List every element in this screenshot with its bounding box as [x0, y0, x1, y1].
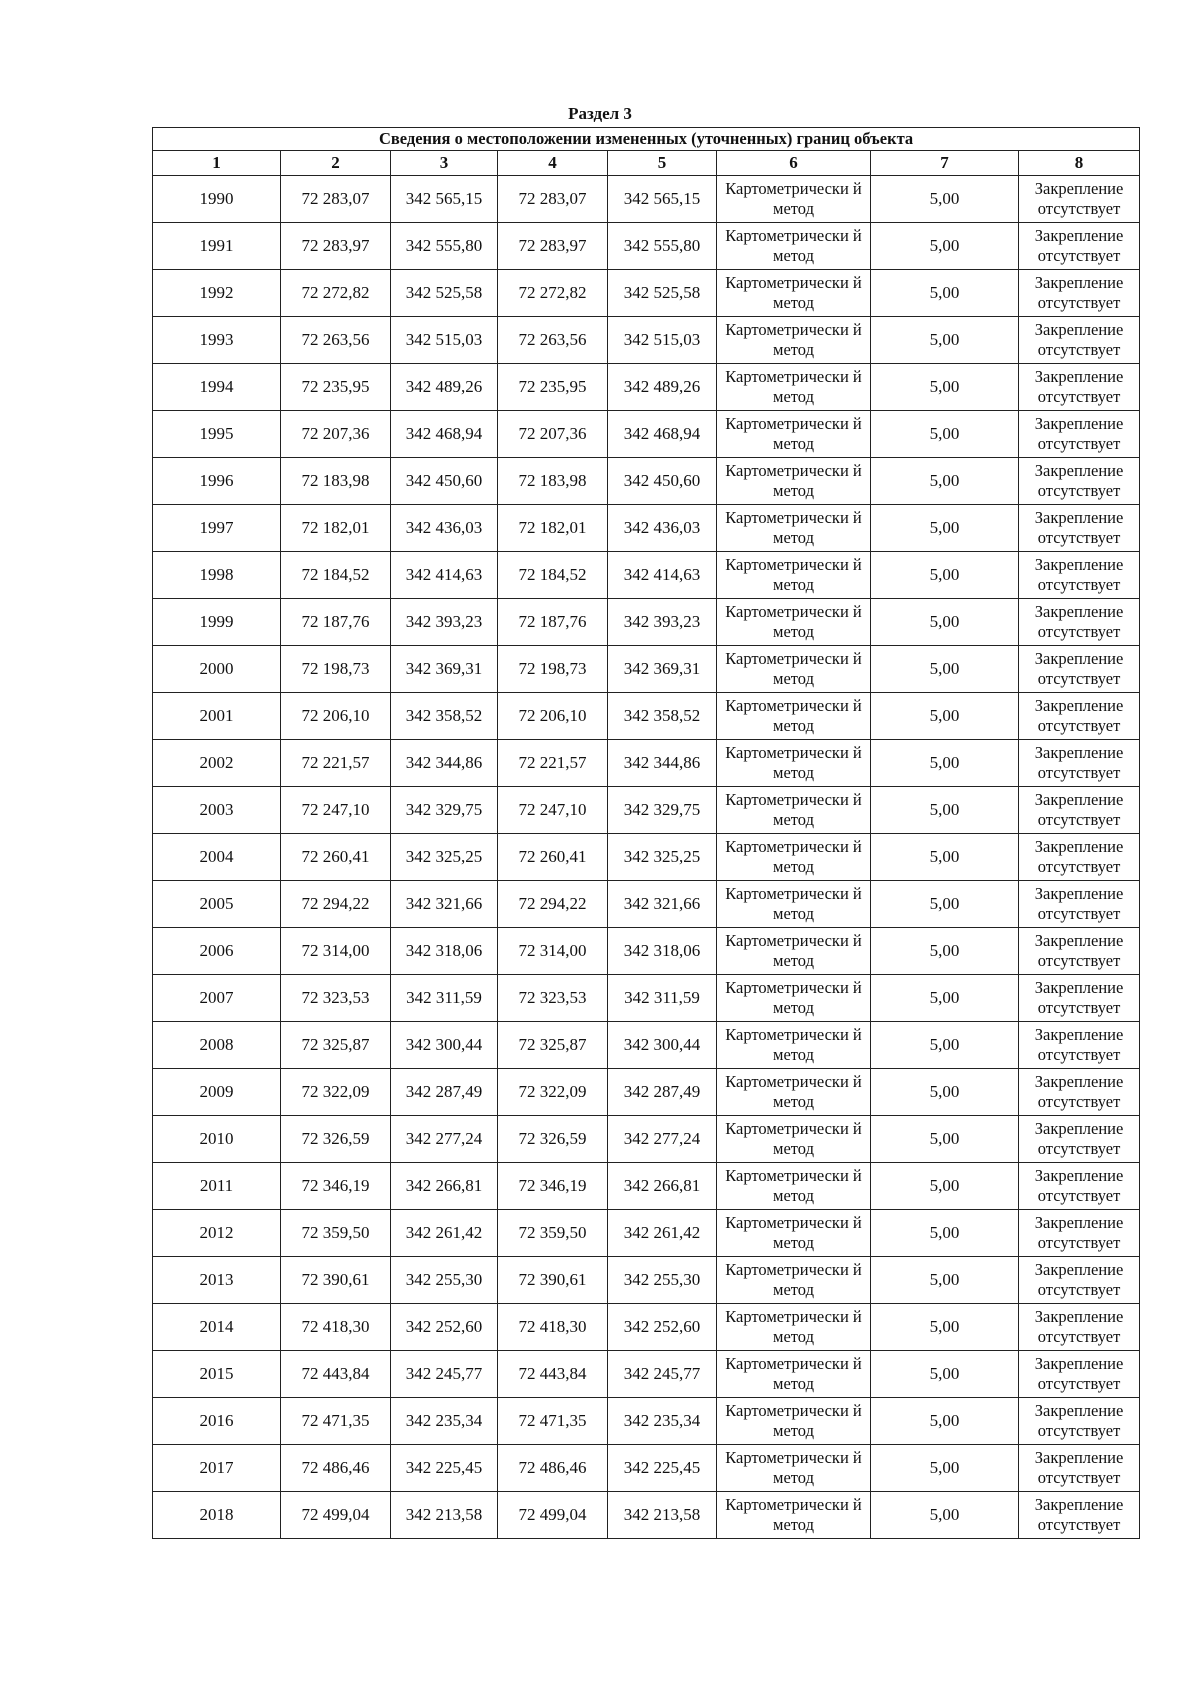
fixing-description-cell: Закрепление отсутствует — [1019, 693, 1140, 740]
y-new-coordinate-cell: 342 329,75 — [608, 787, 717, 834]
method-cell: Картометрически й метод — [717, 1398, 871, 1445]
x-coordinate-cell: 72 294,22 — [281, 881, 391, 928]
accuracy-cell: 5,00 — [871, 881, 1019, 928]
point-number-cell: 2008 — [153, 1022, 281, 1069]
x-coordinate-cell: 72 346,19 — [281, 1163, 391, 1210]
accuracy-cell: 5,00 — [871, 270, 1019, 317]
method-cell: Картометрически й метод — [717, 1304, 871, 1351]
accuracy-cell: 5,00 — [871, 1257, 1019, 1304]
fixing-description-cell: Закрепление отсутствует — [1019, 317, 1140, 364]
x-new-coordinate-cell: 72 263,56 — [498, 317, 608, 364]
point-number-cell: 2004 — [153, 834, 281, 881]
y-new-coordinate-cell: 342 565,15 — [608, 176, 717, 223]
table-row — [153, 1210, 1140, 1257]
accuracy-cell: 5,00 — [871, 975, 1019, 1022]
y-coordinate-cell: 342 277,24 — [391, 1116, 498, 1163]
x-new-coordinate-cell: 72 323,53 — [498, 975, 608, 1022]
column-number: 3 — [391, 151, 498, 176]
table-row — [153, 1257, 1140, 1304]
y-new-coordinate-cell: 342 266,81 — [608, 1163, 717, 1210]
y-coordinate-cell: 342 525,58 — [391, 270, 498, 317]
x-coordinate-cell: 72 184,52 — [281, 552, 391, 599]
point-number-cell: 2011 — [153, 1163, 281, 1210]
point-number-cell: 2007 — [153, 975, 281, 1022]
method-cell: Картометрически й метод — [717, 552, 871, 599]
y-coordinate-cell: 342 318,06 — [391, 928, 498, 975]
y-new-coordinate-cell: 342 225,45 — [608, 1445, 717, 1492]
x-coordinate-cell: 72 187,76 — [281, 599, 391, 646]
point-number-cell: 2010 — [153, 1116, 281, 1163]
x-coordinate-cell: 72 207,36 — [281, 411, 391, 458]
y-coordinate-cell: 342 235,34 — [391, 1398, 498, 1445]
table-row — [153, 599, 1140, 646]
method-cell: Картометрически й метод — [717, 364, 871, 411]
x-coordinate-cell: 72 283,97 — [281, 223, 391, 270]
fixing-description-cell: Закрепление отсутствует — [1019, 1210, 1140, 1257]
x-coordinate-cell: 72 183,98 — [281, 458, 391, 505]
y-new-coordinate-cell: 342 321,66 — [608, 881, 717, 928]
y-coordinate-cell: 342 213,58 — [391, 1492, 498, 1539]
fixing-description-cell: Закрепление отсутствует — [1019, 552, 1140, 599]
x-new-coordinate-cell: 72 260,41 — [498, 834, 608, 881]
fixing-description-cell: Закрепление отсутствует — [1019, 364, 1140, 411]
column-number: 1 — [153, 151, 281, 176]
y-coordinate-cell: 342 436,03 — [391, 505, 498, 552]
fixing-description-cell: Закрепление отсутствует — [1019, 458, 1140, 505]
table-row — [153, 223, 1140, 270]
method-cell: Картометрически й метод — [717, 1163, 871, 1210]
accuracy-cell: 5,00 — [871, 1304, 1019, 1351]
fixing-description-cell: Закрепление отсутствует — [1019, 787, 1140, 834]
table-row — [153, 693, 1140, 740]
y-coordinate-cell: 342 311,59 — [391, 975, 498, 1022]
table-row — [153, 505, 1140, 552]
fixing-description-cell: Закрепление отсутствует — [1019, 1492, 1140, 1539]
fixing-description-cell: Закрепление отсутствует — [1019, 1257, 1140, 1304]
point-number-cell: 1991 — [153, 223, 281, 270]
column-number: 7 — [871, 151, 1019, 176]
x-coordinate-cell: 72 314,00 — [281, 928, 391, 975]
method-cell: Картометрически й метод — [717, 1257, 871, 1304]
method-cell: Картометрически й метод — [717, 646, 871, 693]
table-row — [153, 881, 1140, 928]
fixing-description-cell: Закрепление отсутствует — [1019, 975, 1140, 1022]
point-number-cell: 1998 — [153, 552, 281, 599]
x-coordinate-cell: 72 260,41 — [281, 834, 391, 881]
y-coordinate-cell: 342 468,94 — [391, 411, 498, 458]
x-coordinate-cell: 72 471,35 — [281, 1398, 391, 1445]
method-cell: Картометрически й метод — [717, 411, 871, 458]
method-cell: Картометрически й метод — [717, 881, 871, 928]
table-row — [153, 834, 1140, 881]
point-number-cell: 2006 — [153, 928, 281, 975]
table-row — [153, 552, 1140, 599]
accuracy-cell: 5,00 — [871, 693, 1019, 740]
accuracy-cell: 5,00 — [871, 646, 1019, 693]
method-cell: Картометрически й метод — [717, 317, 871, 364]
table-row — [153, 1304, 1140, 1351]
point-number-cell: 2005 — [153, 881, 281, 928]
y-new-coordinate-cell: 342 525,58 — [608, 270, 717, 317]
x-new-coordinate-cell: 72 283,97 — [498, 223, 608, 270]
method-cell: Картометрически й метод — [717, 1445, 871, 1492]
point-number-cell: 2017 — [153, 1445, 281, 1492]
section-title: Раздел 3 — [568, 104, 632, 123]
method-cell: Картометрически й метод — [717, 1116, 871, 1163]
point-number-cell: 1996 — [153, 458, 281, 505]
table-row — [153, 1069, 1140, 1116]
y-coordinate-cell: 342 489,26 — [391, 364, 498, 411]
y-new-coordinate-cell: 342 414,63 — [608, 552, 717, 599]
y-coordinate-cell: 342 255,30 — [391, 1257, 498, 1304]
method-cell: Картометрически й метод — [717, 1351, 871, 1398]
fixing-description-cell: Закрепление отсутствует — [1019, 740, 1140, 787]
x-new-coordinate-cell: 72 283,07 — [498, 176, 608, 223]
x-new-coordinate-cell: 72 198,73 — [498, 646, 608, 693]
accuracy-cell: 5,00 — [871, 1116, 1019, 1163]
y-coordinate-cell: 342 358,52 — [391, 693, 498, 740]
x-coordinate-cell: 72 221,57 — [281, 740, 391, 787]
y-new-coordinate-cell: 342 450,60 — [608, 458, 717, 505]
y-new-coordinate-cell: 342 311,59 — [608, 975, 717, 1022]
fixing-description-cell: Закрепление отсутствует — [1019, 1351, 1140, 1398]
x-new-coordinate-cell: 72 471,35 — [498, 1398, 608, 1445]
x-coordinate-cell: 72 206,10 — [281, 693, 391, 740]
fixing-description-cell: Закрепление отсутствует — [1019, 928, 1140, 975]
point-number-cell: 2002 — [153, 740, 281, 787]
y-new-coordinate-cell: 342 358,52 — [608, 693, 717, 740]
y-new-coordinate-cell: 342 261,42 — [608, 1210, 717, 1257]
x-new-coordinate-cell: 72 235,95 — [498, 364, 608, 411]
y-new-coordinate-cell: 342 252,60 — [608, 1304, 717, 1351]
x-coordinate-cell: 72 272,82 — [281, 270, 391, 317]
x-new-coordinate-cell: 72 221,57 — [498, 740, 608, 787]
accuracy-cell: 5,00 — [871, 505, 1019, 552]
method-cell: Картометрически й метод — [717, 1069, 871, 1116]
point-number-cell: 2015 — [153, 1351, 281, 1398]
y-new-coordinate-cell: 342 245,77 — [608, 1351, 717, 1398]
y-new-coordinate-cell: 342 436,03 — [608, 505, 717, 552]
accuracy-cell: 5,00 — [871, 1163, 1019, 1210]
column-number: 5 — [608, 151, 717, 176]
table-row — [153, 646, 1140, 693]
point-number-cell: 1995 — [153, 411, 281, 458]
y-new-coordinate-cell: 342 318,06 — [608, 928, 717, 975]
table-row — [153, 1398, 1140, 1445]
x-new-coordinate-cell: 72 326,59 — [498, 1116, 608, 1163]
point-number-cell: 1997 — [153, 505, 281, 552]
y-coordinate-cell: 342 325,25 — [391, 834, 498, 881]
y-new-coordinate-cell: 342 277,24 — [608, 1116, 717, 1163]
accuracy-cell: 5,00 — [871, 1210, 1019, 1257]
accuracy-cell: 5,00 — [871, 1492, 1019, 1539]
accuracy-cell: 5,00 — [871, 317, 1019, 364]
method-cell: Картометрически й метод — [717, 1210, 871, 1257]
table-row — [153, 1445, 1140, 1492]
x-new-coordinate-cell: 72 499,04 — [498, 1492, 608, 1539]
x-new-coordinate-cell: 72 247,10 — [498, 787, 608, 834]
accuracy-cell: 5,00 — [871, 1069, 1019, 1116]
y-new-coordinate-cell: 342 235,34 — [608, 1398, 717, 1445]
point-number-cell: 2016 — [153, 1398, 281, 1445]
x-coordinate-cell: 72 359,50 — [281, 1210, 391, 1257]
fixing-description-cell: Закрепление отсутствует — [1019, 1116, 1140, 1163]
fixing-description-cell: Закрепление отсутствует — [1019, 223, 1140, 270]
y-new-coordinate-cell: 342 325,25 — [608, 834, 717, 881]
table-row — [153, 270, 1140, 317]
table-row — [153, 740, 1140, 787]
fixing-description-cell: Закрепление отсутствует — [1019, 411, 1140, 458]
y-coordinate-cell: 342 225,45 — [391, 1445, 498, 1492]
method-cell: Картометрически й метод — [717, 740, 871, 787]
point-number-cell: 1999 — [153, 599, 281, 646]
y-coordinate-cell: 342 261,42 — [391, 1210, 498, 1257]
method-cell: Картометрически й метод — [717, 505, 871, 552]
y-new-coordinate-cell: 342 489,26 — [608, 364, 717, 411]
x-new-coordinate-cell: 72 314,00 — [498, 928, 608, 975]
x-new-coordinate-cell: 72 182,01 — [498, 505, 608, 552]
fixing-description-cell: Закрепление отсутствует — [1019, 881, 1140, 928]
accuracy-cell: 5,00 — [871, 834, 1019, 881]
x-new-coordinate-cell: 72 206,10 — [498, 693, 608, 740]
column-number: 2 — [281, 151, 391, 176]
x-coordinate-cell: 72 283,07 — [281, 176, 391, 223]
table-row — [153, 1492, 1140, 1539]
y-new-coordinate-cell: 342 468,94 — [608, 411, 717, 458]
table-row — [153, 787, 1140, 834]
y-coordinate-cell: 342 555,80 — [391, 223, 498, 270]
accuracy-cell: 5,00 — [871, 1351, 1019, 1398]
y-coordinate-cell: 342 344,86 — [391, 740, 498, 787]
y-coordinate-cell: 342 515,03 — [391, 317, 498, 364]
method-cell: Картометрически й метод — [717, 270, 871, 317]
column-number: 4 — [498, 151, 608, 176]
method-cell: Картометрически й метод — [717, 928, 871, 975]
x-new-coordinate-cell: 72 187,76 — [498, 599, 608, 646]
point-number-cell: 1992 — [153, 270, 281, 317]
method-cell: Картометрически й метод — [717, 458, 871, 505]
x-coordinate-cell: 72 263,56 — [281, 317, 391, 364]
y-new-coordinate-cell: 342 515,03 — [608, 317, 717, 364]
x-new-coordinate-cell: 72 443,84 — [498, 1351, 608, 1398]
table-row — [153, 928, 1140, 975]
point-number-cell: 2012 — [153, 1210, 281, 1257]
table-row — [153, 317, 1140, 364]
accuracy-cell: 5,00 — [871, 1022, 1019, 1069]
method-cell: Картометрически й метод — [717, 176, 871, 223]
table-row — [153, 1022, 1140, 1069]
method-cell: Картометрически й метод — [717, 1492, 871, 1539]
accuracy-cell: 5,00 — [871, 1445, 1019, 1492]
method-cell: Картометрически й метод — [717, 787, 871, 834]
fixing-description-cell: Закрепление отсутствует — [1019, 1163, 1140, 1210]
x-new-coordinate-cell: 72 207,36 — [498, 411, 608, 458]
accuracy-cell: 5,00 — [871, 411, 1019, 458]
x-coordinate-cell: 72 182,01 — [281, 505, 391, 552]
y-new-coordinate-cell: 342 344,86 — [608, 740, 717, 787]
method-cell: Картометрически й метод — [717, 834, 871, 881]
y-new-coordinate-cell: 342 300,44 — [608, 1022, 717, 1069]
method-cell: Картометрически й метод — [717, 693, 871, 740]
fixing-description-cell: Закрепление отсутствует — [1019, 646, 1140, 693]
x-new-coordinate-cell: 72 272,82 — [498, 270, 608, 317]
method-cell: Картометрически й метод — [717, 223, 871, 270]
x-new-coordinate-cell: 72 325,87 — [498, 1022, 608, 1069]
accuracy-cell: 5,00 — [871, 599, 1019, 646]
table-row — [153, 364, 1140, 411]
point-number-cell: 2014 — [153, 1304, 281, 1351]
y-new-coordinate-cell: 342 255,30 — [608, 1257, 717, 1304]
x-new-coordinate-cell: 72 184,52 — [498, 552, 608, 599]
point-number-cell: 2018 — [153, 1492, 281, 1539]
accuracy-cell: 5,00 — [871, 364, 1019, 411]
x-coordinate-cell: 72 322,09 — [281, 1069, 391, 1116]
x-new-coordinate-cell: 72 418,30 — [498, 1304, 608, 1351]
y-coordinate-cell: 342 321,66 — [391, 881, 498, 928]
table-row — [153, 975, 1140, 1022]
fixing-description-cell: Закрепление отсутствует — [1019, 1398, 1140, 1445]
x-new-coordinate-cell: 72 359,50 — [498, 1210, 608, 1257]
method-cell: Картометрически й метод — [717, 975, 871, 1022]
method-cell: Картометрически й метод — [717, 1022, 871, 1069]
point-number-cell: 1994 — [153, 364, 281, 411]
x-new-coordinate-cell: 72 322,09 — [498, 1069, 608, 1116]
x-new-coordinate-cell: 72 486,46 — [498, 1445, 608, 1492]
x-coordinate-cell: 72 198,73 — [281, 646, 391, 693]
table-caption: Сведения о местоположении измененных (уточненных) границ объекта — [153, 128, 1140, 151]
x-coordinate-cell: 72 486,46 — [281, 1445, 391, 1492]
x-coordinate-cell: 72 247,10 — [281, 787, 391, 834]
accuracy-cell: 5,00 — [871, 176, 1019, 223]
column-number-row — [153, 151, 1140, 176]
x-coordinate-cell: 72 443,84 — [281, 1351, 391, 1398]
fixing-description-cell: Закрепление отсутствует — [1019, 270, 1140, 317]
y-new-coordinate-cell: 342 555,80 — [608, 223, 717, 270]
x-new-coordinate-cell: 72 294,22 — [498, 881, 608, 928]
x-coordinate-cell: 72 325,87 — [281, 1022, 391, 1069]
x-new-coordinate-cell: 72 346,19 — [498, 1163, 608, 1210]
table-row — [153, 458, 1140, 505]
point-number-cell: 2003 — [153, 787, 281, 834]
fixing-description-cell: Закрепление отсутствует — [1019, 1022, 1140, 1069]
fixing-description-cell: Закрепление отсутствует — [1019, 834, 1140, 881]
table-row — [153, 1351, 1140, 1398]
y-coordinate-cell: 342 266,81 — [391, 1163, 498, 1210]
x-coordinate-cell: 72 326,59 — [281, 1116, 391, 1163]
fixing-description-cell: Закрепление отсутствует — [1019, 1445, 1140, 1492]
x-coordinate-cell: 72 499,04 — [281, 1492, 391, 1539]
y-coordinate-cell: 342 287,49 — [391, 1069, 498, 1116]
y-coordinate-cell: 342 252,60 — [391, 1304, 498, 1351]
accuracy-cell: 5,00 — [871, 552, 1019, 599]
x-new-coordinate-cell: 72 183,98 — [498, 458, 608, 505]
point-number-cell: 2001 — [153, 693, 281, 740]
y-coordinate-cell: 342 369,31 — [391, 646, 498, 693]
x-coordinate-cell: 72 323,53 — [281, 975, 391, 1022]
point-number-cell: 2009 — [153, 1069, 281, 1116]
x-coordinate-cell: 72 418,30 — [281, 1304, 391, 1351]
table-row — [153, 1116, 1140, 1163]
point-number-cell: 1990 — [153, 176, 281, 223]
accuracy-cell: 5,00 — [871, 223, 1019, 270]
x-coordinate-cell: 72 235,95 — [281, 364, 391, 411]
y-coordinate-cell: 342 565,15 — [391, 176, 498, 223]
accuracy-cell: 5,00 — [871, 928, 1019, 975]
y-coordinate-cell: 342 300,44 — [391, 1022, 498, 1069]
y-new-coordinate-cell: 342 393,23 — [608, 599, 717, 646]
column-number: 8 — [1019, 151, 1140, 176]
fixing-description-cell: Закрепление отсутствует — [1019, 599, 1140, 646]
y-new-coordinate-cell: 342 369,31 — [608, 646, 717, 693]
fixing-description-cell: Закрепление отсутствует — [1019, 176, 1140, 223]
point-number-cell: 1993 — [153, 317, 281, 364]
table-row — [153, 1163, 1140, 1210]
table-row — [153, 176, 1140, 223]
fixing-description-cell: Закрепление отсутствует — [1019, 505, 1140, 552]
boundary-points-table — [152, 127, 1140, 1539]
y-coordinate-cell: 342 450,60 — [391, 458, 498, 505]
y-coordinate-cell: 342 393,23 — [391, 599, 498, 646]
accuracy-cell: 5,00 — [871, 787, 1019, 834]
y-coordinate-cell: 342 414,63 — [391, 552, 498, 599]
fixing-description-cell: Закрепление отсутствует — [1019, 1304, 1140, 1351]
column-number: 6 — [717, 151, 871, 176]
point-number-cell: 2013 — [153, 1257, 281, 1304]
accuracy-cell: 5,00 — [871, 1398, 1019, 1445]
fixing-description-cell: Закрепление отсутствует — [1019, 1069, 1140, 1116]
x-new-coordinate-cell: 72 390,61 — [498, 1257, 608, 1304]
y-new-coordinate-cell: 342 213,58 — [608, 1492, 717, 1539]
accuracy-cell: 5,00 — [871, 458, 1019, 505]
y-coordinate-cell: 342 329,75 — [391, 787, 498, 834]
x-coordinate-cell: 72 390,61 — [281, 1257, 391, 1304]
method-cell: Картометрически й метод — [717, 599, 871, 646]
y-coordinate-cell: 342 245,77 — [391, 1351, 498, 1398]
table-row — [153, 411, 1140, 458]
point-number-cell: 2000 — [153, 646, 281, 693]
accuracy-cell: 5,00 — [871, 740, 1019, 787]
y-new-coordinate-cell: 342 287,49 — [608, 1069, 717, 1116]
